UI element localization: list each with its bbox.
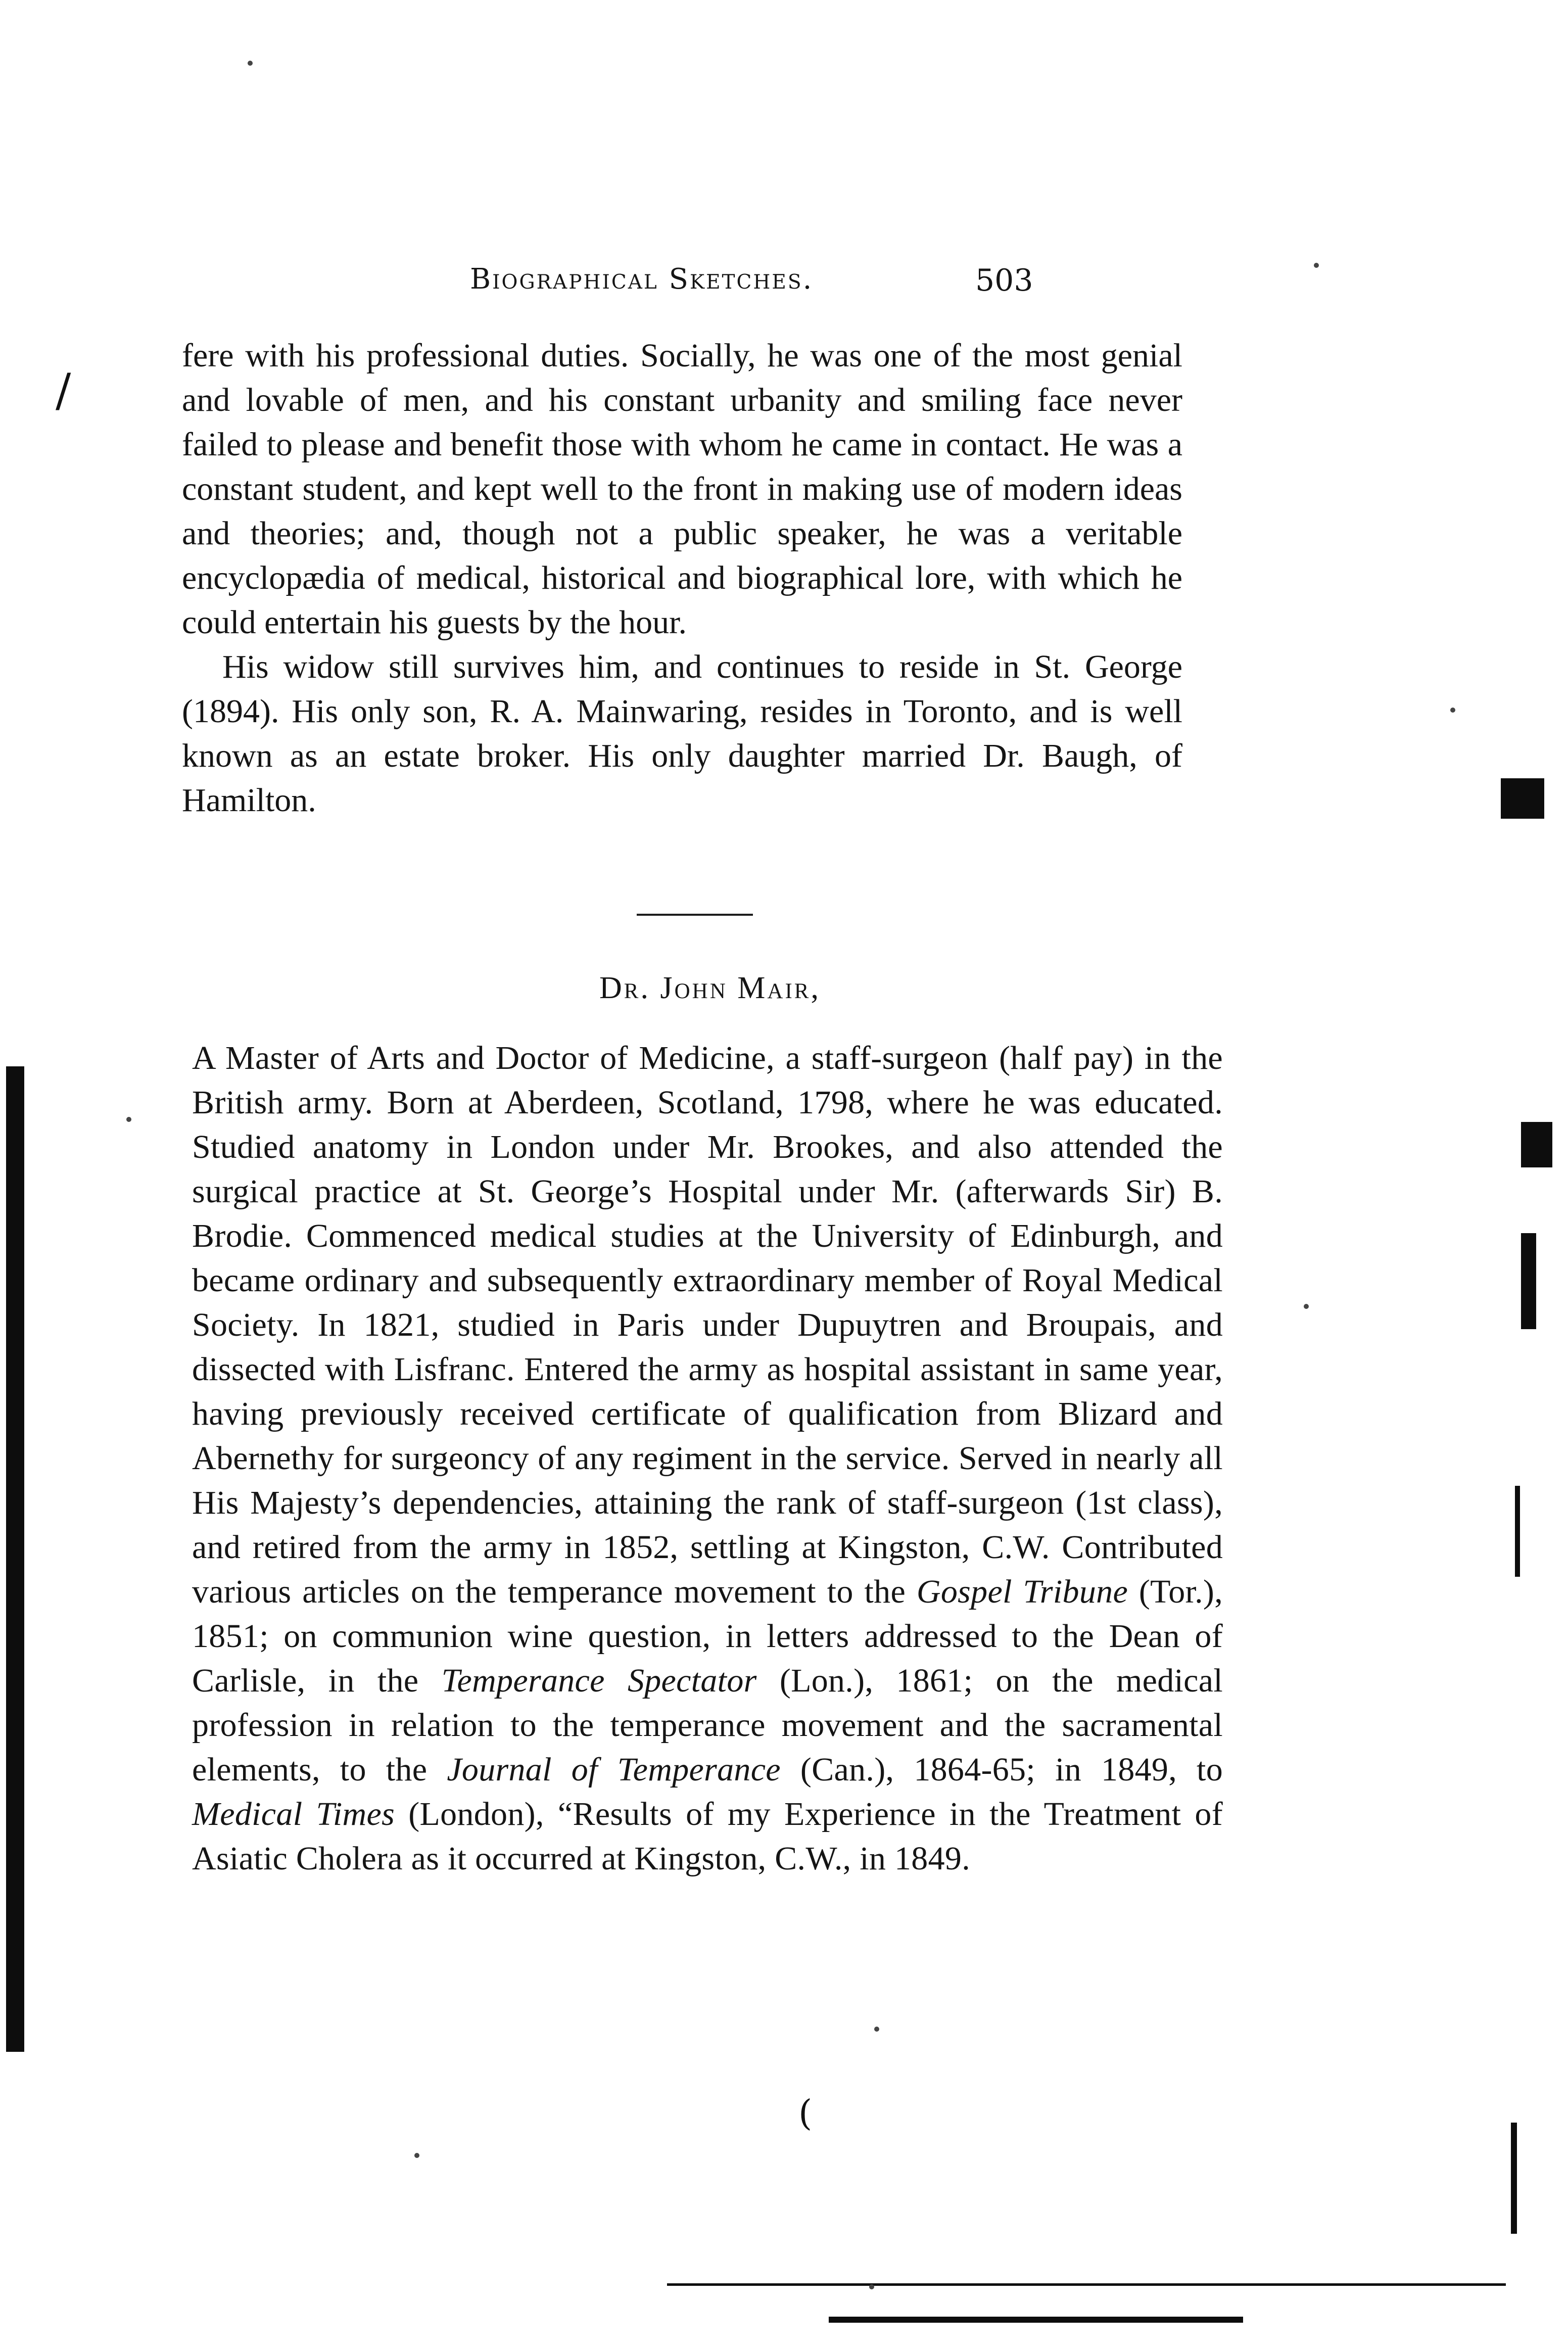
- entry-text: (London), “Results of my Experience in the Treatment of Asiatic Cholera as it occurred at Kingston, C.W., in 1849.: [192, 1796, 1223, 1877]
- entry-text: (Lon.), 1861; on the medical profession in relation to the temperance movement and the sacramental elements, to the: [192, 1662, 1223, 1788]
- continuation-text: [182, 334, 1182, 823]
- paragraph: fere with his professional duties. Socially, he was one of the most genial and lovable of men, and his constant urbanity and smiling face never failed to please and benefit those with whom he came in contact. He was a constant student, and kept well to the front in making use of modern ideas and theories; and, though not a public speaker, he was a veritable encyclopædia of medical, historical and biographical lore, with which he could entertain his guests by the hour.: [182, 337, 1182, 641]
- margin-pencil-mark: /: [56, 364, 71, 417]
- scan-bottom-marks: [829, 2317, 1243, 2323]
- scan-edge-shadow: [6, 1066, 24, 2052]
- scan-speck: [1450, 708, 1455, 713]
- entry-text: A Master of Arts and Doctor of Medicine, a staff-surgeon (half pay) in the British army. Born at Aberdeen, Scotland, 1798, where he was educated. Studied anatomy in London under Mr. Brookes, and also attended the surgical practice at St. George’s Hospital under Mr. (afterwards Sir) B. Brodie. Commenced medical studies at the University of Edinburgh, and became ordinary and subsequently extraordinary member of Royal Medical Society. In 1821, studied in Paris under Dupuytren and Broupais, and dissected with Lisfranc. Entered the army as hospital assistant in same year, having previously received certificate of qualification from Blizard and Abernethy for surgeoncy of any regiment in the service. Served in nearly all His Majesty’s dependencies, attaining the rank of staff-surgeon (1st class), and retired from the army in 1852, settling at Kingston, C.W. Contributed various articles on the temperance movement to the: [192, 1040, 1223, 1610]
- entry-body: [192, 1036, 1223, 1881]
- scan-edge-mark: [1501, 778, 1544, 819]
- scan-speck: [1314, 263, 1319, 268]
- entry-text: (Tor.), 1851; on communion wine question, in letters addressed to the Dean of Carlisle, in the: [192, 1573, 1223, 1699]
- scan-bottom-rule: [667, 2283, 1506, 2286]
- scan-speck: [126, 1117, 131, 1122]
- scan-speck: [869, 2284, 874, 2289]
- scan-speck: [248, 61, 253, 66]
- entry-heading: Dr. John Mair,: [599, 971, 821, 1005]
- paragraph: His widow still survives him, and continues to reside in St. George (1894). His only son, R. A. Mainwaring, resides in Toronto, and is well known as an estate broker. His only daughter married Dr. Baugh, of Hamilton.: [182, 648, 1182, 819]
- publication-title: Journal of Temperance: [447, 1751, 781, 1788]
- page-number: 503: [975, 263, 1033, 298]
- entry-paragraph: [192, 1036, 1223, 1881]
- publication-title: Gospel Tribune: [916, 1573, 1128, 1610]
- scan-edge-mark: [1515, 1486, 1520, 1577]
- publication-title: Temperance Spectator: [441, 1662, 757, 1699]
- scan-edge-mark: [1521, 1122, 1552, 1167]
- entry-text: (Can.), 1864-65; in 1849, to: [780, 1751, 1223, 1788]
- scan-speck: [1304, 1304, 1309, 1309]
- scan-speck: [414, 2153, 419, 2158]
- scan-edge-mark: [1521, 1233, 1536, 1329]
- scan-edge-mark: [1511, 2123, 1517, 2234]
- publication-title: Medical Times: [192, 1796, 395, 1833]
- section-divider: [637, 914, 753, 916]
- stray-ink-mark: (: [798, 2092, 813, 2134]
- scan-speck: [874, 2027, 879, 2032]
- running-head: [182, 263, 1193, 303]
- running-title: Biographical Sketches.: [470, 263, 814, 296]
